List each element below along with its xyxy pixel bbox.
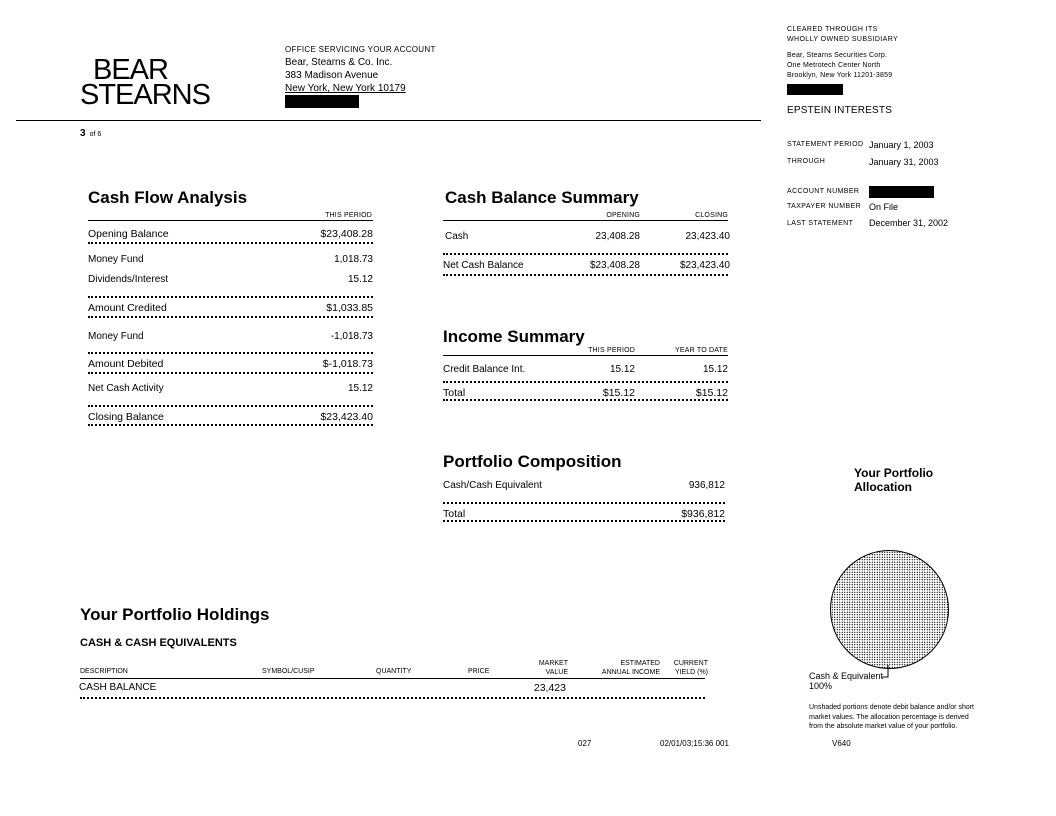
col-ytd: YEAR TO DATE [675,347,728,354]
row-value: -1,018.73 [330,331,373,342]
portfolio-comp-row [443,480,725,491]
allocation-title [854,466,933,494]
row-label: Cash [445,231,469,242]
row-label: Net Cash Activity [88,383,164,394]
page-current: 3 [80,128,86,139]
last-statement-label: LAST STATEMENT [787,219,854,227]
through-value: January 31, 2003 [869,156,939,167]
col-closing: CLOSING [695,212,728,219]
allocation-note [809,703,1009,732]
row-value: 936,812 [688,480,725,491]
dotted-divider [88,316,373,320]
divider [80,678,705,679]
account-name: EPSTEIN INTERESTS [787,105,893,116]
row-value: 15.12 [347,383,373,394]
cash-flow-row [88,331,373,342]
row-label: Money Fund [88,254,144,265]
note-line1: Unshaded portions denote debit balance and/or short [809,704,975,711]
row-value: $23,423.40 [320,411,373,423]
taxpayer-value: On File [869,201,899,212]
office-label: OFFICE SERVICING YOUR ACCOUNT [285,45,436,54]
statement-period-value: January 1, 2003 [869,139,934,150]
redaction-box [285,95,359,108]
allocation-title-line2: Allocation [854,480,913,494]
note-line2: market values. The allocation percentage is derived [809,713,969,721]
footer-code: 027 [578,739,592,748]
clearing-firm: Bear, Stearns Securities Corp. [787,52,888,59]
dotted-divider [88,296,373,300]
col-market-line2: VALUE [545,669,568,676]
row-value: $1,033.85 [326,302,373,314]
logo-line-1: BEAR [93,54,168,86]
clearing-address1: One Metrotech Center North [787,62,881,69]
office-address1: 383 Madison Avenue [285,70,379,81]
office-address2: New York, New York 10179 [285,83,406,94]
cash-balance-title: Cash Balance Summary [445,188,639,207]
cash-flow-row [88,358,373,370]
footer-form: V640 [832,739,851,748]
holdings-subtitle: CASH & CASH EQUIVALENTS [80,637,237,649]
row-ytd: 15.12 [702,364,728,375]
clearing-line1: CLEARED THROUGH ITS [787,26,878,33]
col-income-line2: ANNUAL INCOME [601,669,660,676]
dotted-divider [88,372,373,376]
pie-slice-cash-equivalent [830,550,949,669]
row-label: Amount Debited [88,358,164,370]
row-label: Net Cash Balance [443,260,524,271]
row-label: Closing Balance [88,411,164,423]
cash-flow-row [88,254,373,265]
taxpayer-label: TAXPAYER NUMBER [787,203,862,210]
cash-flow-row [88,228,373,240]
row-value: $-1,018.73 [322,358,373,370]
header-divider [16,120,761,121]
dotted-divider [443,520,725,524]
divider [443,220,728,221]
redaction-box [869,186,934,198]
col-yield-line1: CURRENT [673,660,708,667]
cash-flow-row [88,274,373,285]
portfolio-comp-row [443,508,725,520]
income-row [443,364,728,375]
row-label: Total [443,508,466,520]
holding-market-value: 23,423 [533,682,566,694]
row-ytd: $15.12 [695,387,728,399]
col-yield-line2: YIELD (%) [674,669,708,676]
col-annual-income [590,659,660,677]
dotted-divider [88,242,373,246]
divider [443,355,728,356]
bear-stearns-logo [80,54,210,111]
last-statement-value: December 31, 2002 [869,218,949,228]
cash-flow-title: Cash Flow Analysis [88,188,248,207]
footer-timestamp: 02/01/03;15:36 001 [660,739,729,748]
col-price: PRICE [468,668,490,675]
cash-balance-row [443,260,730,271]
col-market-value [520,659,568,677]
office-name: Bear, Stearns & Co. Inc. [285,57,393,68]
cash-flow-col-head: THIS PERIOD [325,212,372,219]
row-label: Money Fund [88,331,144,342]
statement-info [787,136,987,232]
dotted-divider [443,381,728,385]
dotted-divider [443,502,725,506]
logo-line-2: STEARNS [80,79,210,111]
col-opening: OPENING [606,212,640,219]
row-opening: $23,408.28 [589,260,640,271]
statement-period-label: STATEMENT PERIOD [787,141,864,148]
row-label: Credit Balance Int. [443,364,526,375]
col-symbol: SYMBOL/CUSIP [262,668,315,675]
col-this-period: THIS PERIOD [588,347,635,354]
holding-description: CASH BALANCE [79,682,157,693]
redaction-box [787,84,843,95]
divider [88,220,373,221]
dotted-divider [80,697,705,701]
account-number-label: ACCOUNT NUMBER [787,188,860,195]
holdings-title: Your Portfolio Holdings [80,605,270,624]
row-value: $936,812 [681,508,725,520]
cash-flow-row [88,411,373,423]
row-label: Amount Credited [88,302,167,314]
col-market-line1: MARKET [538,660,568,667]
row-label: Total [443,387,466,399]
row-value: 1,018.73 [334,254,373,265]
dotted-divider [88,405,373,409]
clearing-address2: Brooklyn, New York 11201-3859 [787,72,893,79]
dotted-divider [88,424,373,428]
portfolio-comp-title: Portfolio Composition [443,452,622,471]
pie-slice-label: Cash & Equivalent [809,671,884,681]
cash-balance-row [445,231,730,242]
allocation-title-line1: Your Portfolio [854,466,934,480]
row-opening: 23,408.28 [595,231,640,242]
page-total: of 6 [89,131,102,138]
note-line3: from the absolute market value of your portfolio. [809,723,958,730]
col-description: DESCRIPTION [80,668,128,675]
office-block [285,43,436,112]
income-row [443,387,728,399]
dotted-divider [443,399,728,403]
row-period: 15.12 [609,364,635,375]
through-label: THROUGH [787,158,826,165]
row-closing: 23,423.40 [685,231,730,242]
cash-flow-row [88,302,373,314]
col-income-line1: ESTIMATED [620,660,660,667]
row-value: 15.12 [347,274,373,285]
pie-label [809,671,883,691]
row-label: Opening Balance [88,228,169,240]
dotted-divider [88,352,373,356]
row-period: $15.12 [602,387,635,399]
dotted-divider [443,253,728,257]
col-yield [668,659,708,677]
cash-flow-row [88,383,373,394]
row-closing: $23,423.40 [679,260,730,271]
row-label: Cash/Cash Equivalent [443,480,542,491]
row-label: Dividends/Interest [88,274,169,285]
col-quantity: QUANTITY [376,668,412,675]
row-value: $23,408.28 [320,228,373,240]
income-title: Income Summary [443,327,585,346]
clearing-info [787,25,898,116]
pie-slice-percent: 100% [809,681,833,691]
clearing-line2: WHOLLY OWNED SUBSIDIARY [787,36,899,43]
dotted-divider [443,274,728,278]
page-number [80,128,101,139]
